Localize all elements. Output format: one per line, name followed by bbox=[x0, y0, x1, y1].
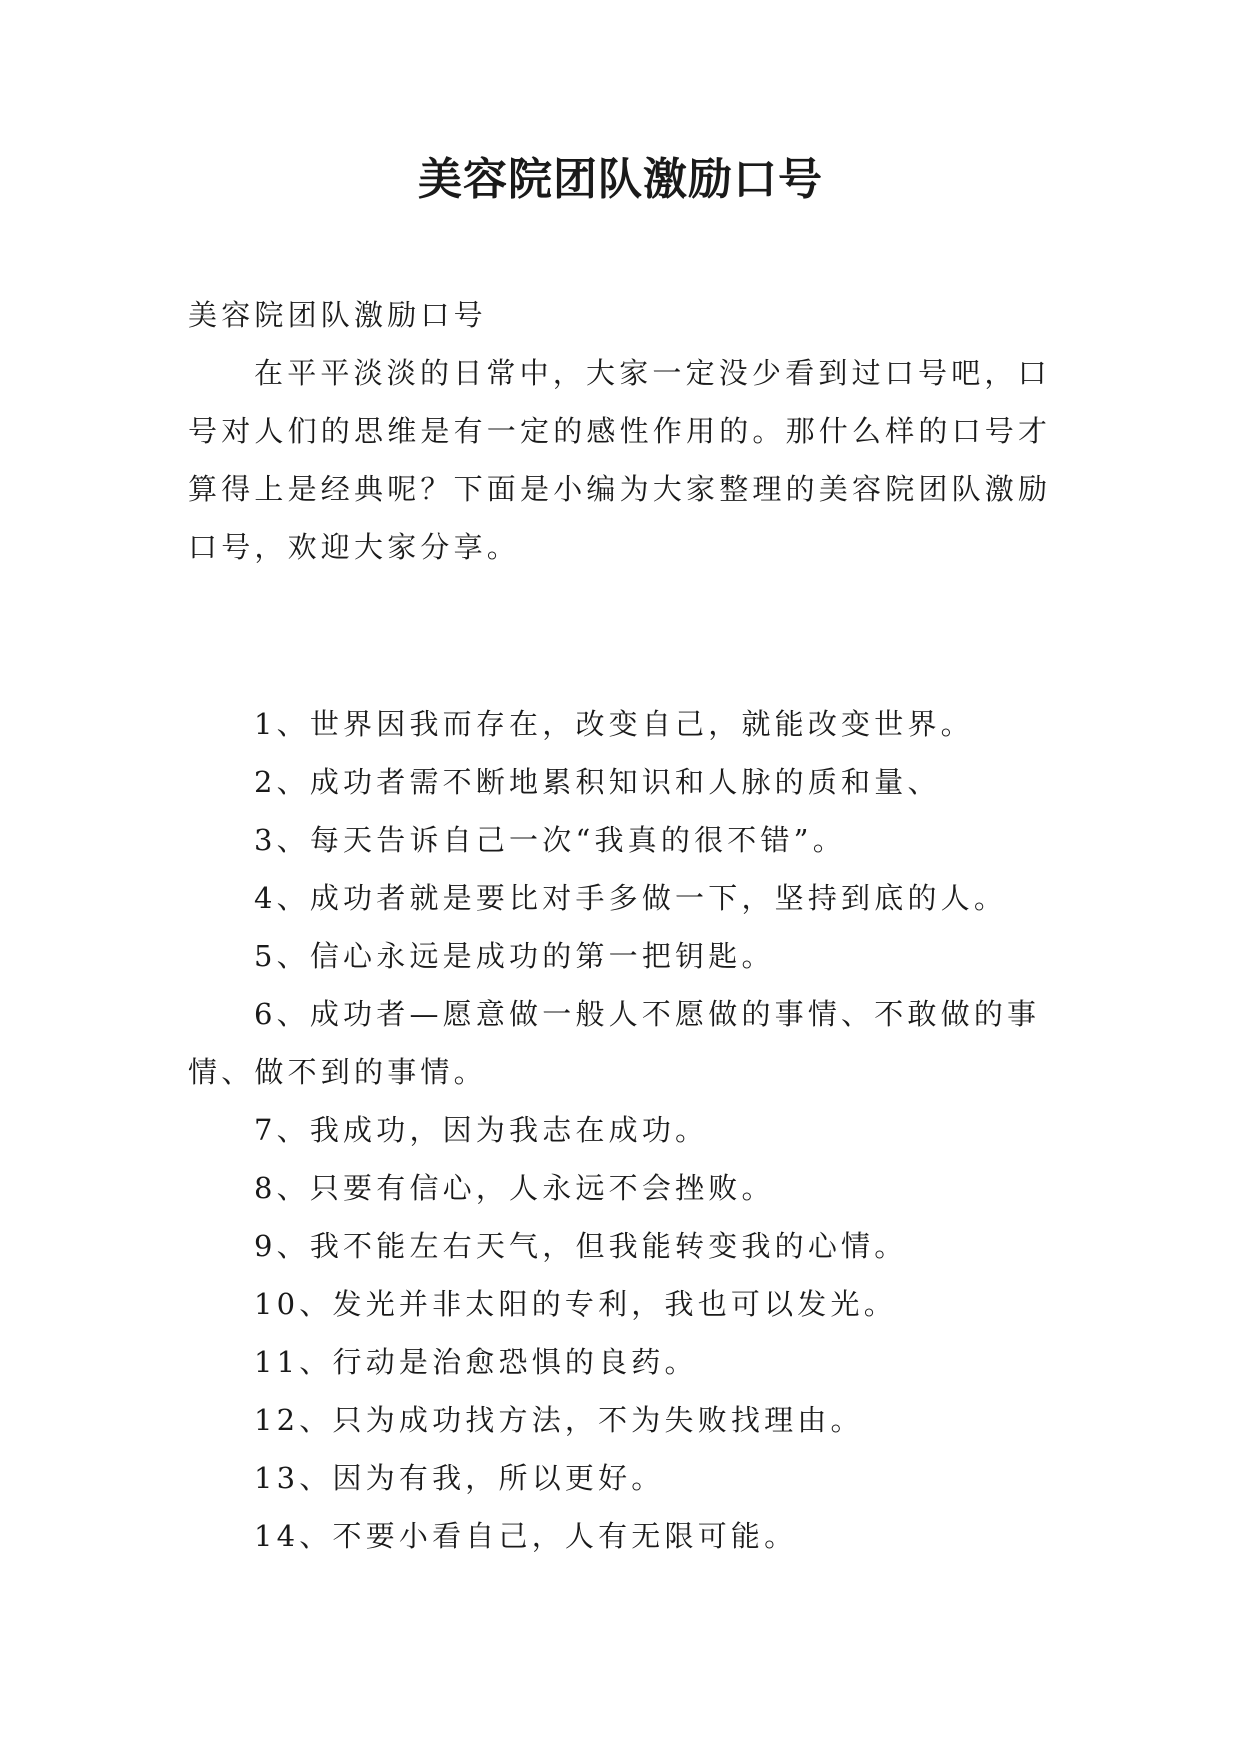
slogan-item: 9、我不能左右天气，但我能转变我的心情。 bbox=[254, 1229, 908, 1263]
slogan-item: 8、只要有信心，人永远不会挫败。 bbox=[254, 1171, 775, 1205]
slogan-item: 14、不要小看自己，人有无限可能。 bbox=[254, 1519, 798, 1553]
slogan-item: 4、成功者就是要比对手多做一下，坚持到底的人。 bbox=[254, 881, 1008, 915]
slogan-item: 5、信心永远是成功的第一把钥匙。 bbox=[254, 939, 775, 973]
slogan-item: 12、只为成功找方法，不为失败找理由。 bbox=[254, 1403, 864, 1437]
document-subtitle: 美容院团队激励口号 bbox=[188, 298, 487, 332]
page-title: 美容院团队激励口号 bbox=[418, 154, 823, 205]
slogan-item: 11、行动是治愈恐惧的良药。 bbox=[254, 1345, 698, 1379]
slogan-list bbox=[188, 695, 1056, 1565]
slogan-item: 13、因为有我，所以更好。 bbox=[254, 1461, 665, 1495]
slogan-item: 10、发光并非太阳的专利，我也可以发光。 bbox=[254, 1287, 897, 1321]
intro-paragraph: 在平平淡淡的日常中，大家一定没少看到过口号吧，口号对人们的思维是有一定的感性作用的。那什么样的口号才算得上是经典呢？下面是小编为大家整理的美容院团队激励口号，欢迎大家分享。 bbox=[188, 356, 1052, 564]
slogan-item: 3、每天告诉自己一次“我真的很不错”。 bbox=[254, 823, 846, 857]
slogan-item: 1、世界因我而存在，改变自己，就能改变世界。 bbox=[254, 707, 974, 741]
slogan-item: 7、我成功，因为我志在成功。 bbox=[254, 1113, 709, 1147]
slogan-item: 2、成功者需不断地累积知识和人脉的质和量、 bbox=[254, 765, 941, 799]
slogan-item: 6、成功者—愿意做一般人不愿做的事情、不敢做的事情、做不到的事情。 bbox=[188, 997, 1041, 1089]
